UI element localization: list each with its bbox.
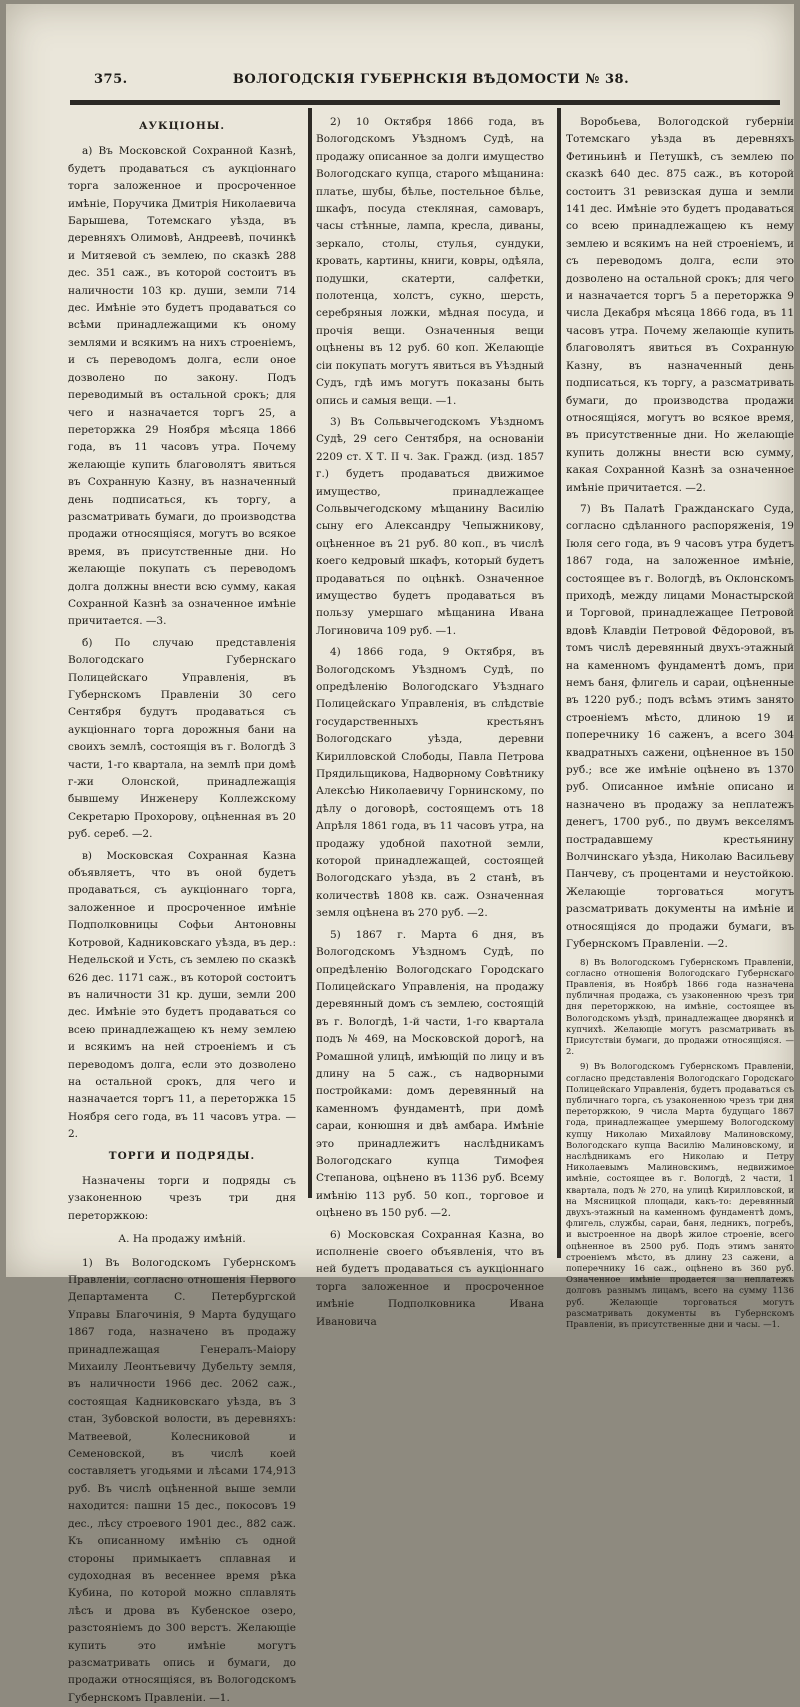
article-paragraph: 7) Въ Палатѣ Гражданскаго Суда, согласно сдѣланного распоряженія, 19 Іюля сего года, въ 9 часовъ утра будетъ 1867 года, на заложенное имѣніе, состоящее въ г. Вологдѣ, въ Оклонскомъ приходѣ, между лицами Монастырской и Торговой, принадлежащее Петровой вдовѣ Клавдіи Петровой Фёдоровой, въ томъ числѣ деревянный двухъ-этажный на каменномъ фундаментѣ домъ, при немъ баня, флигель и сараи, оцѣненные въ 1220 руб.; подъ всѣмъ этимъ занято строеніемъ мѣсто, длиною 19 и поперечнику 16 саженъ, а всего 304 квадратныхъ сажени, оцѣненное въ 150 руб.; все же имѣніе оцѣнено въ 1370 руб. Описанное имѣніе описано и назначено въ продажу за неплатежъ денегъ, 1700 руб., по двумъ векселямъ пострадавшему крестьянину Волчинскаго уѣзда, Николаю Васильеву Панчеву, съ процентами и неустойкою. Желающіе торговаться могутъ разсматривать документы на имѣніе и относящіяся до продажи бумаги, въ Губернскомъ Правленіи. —2. <box>566 502 794 951</box>
newspaper-page <box>6 4 794 1704</box>
article-paragraph: а) Въ Московской Сохранной Казнѣ, будетъ продаваться съ аукціоннаго торга заложенное и просроченное имѣніе, Поручика Дмитрія Николаевича Барышева, Тотемскаго уѣзда, въ деревняхъ Олимовѣ, Андреевѣ, починкѣ и Митяевой съ землею, по сказкѣ 288 дес. 351 саж., въ которой состоитъ въ наличности 103 кр. души, земли 714 дес. Имѣніе это будетъ продаваться со всѣми принадлежащими къ оному землями и всякимъ на нихъ строеніемъ, и съ переводомъ долга, если оное дозволено по закону. Подъ переводимый въ остальной срокъ; для чего и назначается торгъ 25, а переторжка 29 Ноября мѣсяца 1866 года, въ 11 часовъ утра. Почему желающіе купить благоволятъ явиться въ Сохранную Казну, въ назначенный день подписаться, къ торгу, а разсматривать бумаги, до производства продажи относящіяся, могутъ во всякое время, въ присутственные дни. Но желающіе покупать съ переводомъ долга должны внести всю сумму, какая Сохранной Казнѣ за означенное имѣніе причитается. —3. <box>68 145 296 628</box>
article-paragraph-small: 8) Въ Вологодскомъ Губернскомъ Правленіи, согласно отношенія Вологодскаго Губернскаго Правленія, въ Ноябрѣ 1866 года назначена публичная продажа, съ узаконенною чрезъ три дня переторжкою, на имѣніе, состоящее въ Вологодскомъ уѣздѣ, принадлежащее дворянкѣ и купчихѣ. Желающіе могутъ разсматривать въ Присутствіи бумаги, до продажи относящіяся. —2. <box>566 957 794 1058</box>
column-divider-1 <box>308 108 312 1198</box>
page-number: 375. <box>94 72 128 87</box>
header-rule <box>70 100 780 105</box>
article-paragraph: Воробьева, Вологодской губерніи Тотемскаго уѣзда въ деревняхъ Фетиньинѣ и Петушкѣ, съ землею по сказкѣ 640 дес. 875 саж., въ которой состоитъ 31 ревизская душа и земли 141 дес. Имѣніе это будетъ продаваться со всею принадлежащею къ нему землею и всякимъ на ней строеніемъ, и съ переводомъ долга, если это дозволено на остальной срокъ; для чего и назначается торгъ 5 а переторжка 9 числа Декабря мѣсяца 1866 года, въ 11 часовъ утра. Почему желающіе купить благоволятъ явиться въ Сохранную Казну, въ назначенный день подписаться, къ торгу, а разсматривать бумаги, до производства продажи относящіяся, могутъ во всякое время, въ присутственные дни. Но желающіе купить должны внести всю сумму, какая Сохранной Казнѣ за означенное имѣніе причитается. —2. <box>566 116 794 494</box>
article-paragraph-small: 9) Въ Вологодскомъ Губернскомъ Правленіи, согласно представленія Вологодскаго Городскаго Полицейскаго Управленія, будетъ продаваться съ публичнаго торга, съ узаконенною чрезъ три дня переторжкою, 9 числа Марта будущаго 1867 года, принадлежащее умершему Вологодскому купцу Николаю Михайлову Малиновскому, Вологодскаго купца Василію Малиновскому, и наслѣдникамъ его Николаю и Петру Николаевымъ Малиновскимъ, недвижимое имѣніе, состоящее въ г. Вологдѣ, 2 части, 1 квартала, подъ № 270, на улицѣ Кирилловской, и на Мясницкой площади, какъ-то: деревянный двухъ-этажный на каменномъ фундаментѣ домъ, флигель, службы, сараи, баня, ледникъ, погребъ, и выстроенное на дворѣ жилое строеніе, всего оцѣненное въ 2500 руб. Подъ этимъ занято строеніемъ мѣсто, въ длину 23 сажени, а поперечнику 16 саж., оцѣнено въ 360 руб. Означенное имѣніе продается за неплатежъ долговъ разнымъ лицамъ, всего на сумму 1136 руб. Желающіе торговаться могутъ разсматривать документы въ Губернскомъ Правленіи, въ присутственные дни и часы. —1. <box>566 1062 794 1330</box>
article-paragraph: 4) 1866 года, 9 Октября, въ Вологодскомъ Уѣздномъ Судѣ, по опредѣленію Вологодскаго Уѣзднаго Полицейскаго Управленія, въ слѣдствіе государственныхъ крестьянъ Вологодскаго уѣзда, деревни Кирилловской Слободы, Павла Петрова Прядильщикова, Надворному Совѣтнику Алексѣю Николаевичу Горнинскому, по дѣлу о договорѣ, состоящемъ отъ 18 Апрѣля 1861 года, въ 11 часовъ утра, на продажу удобной пахотной земли, которой принадлежащей, состоящей Вологодскаго уѣзда, въ 2 станѣ, въ количествѣ 1808 кв. саж. Означенная земля оцѣнена въ 270 руб. —2. <box>316 646 544 920</box>
column-1 <box>68 114 296 1704</box>
column-3 <box>566 114 794 1330</box>
article-paragraph: в) Московская Сохранная Казна объявляетъ, что въ оной будетъ продаваться, съ аукціоннаго торга, заложенное и просроченное имѣніе Подполковницы Софьи Антоновны Котровой, Кадниковскаго уѣзда, въ дер.: Недельской и Усть, съ землею по сказкѣ 626 дес. 1171 саж., въ которой состоитъ въ наличности 31 кр. души, земли 200 дес. Имѣніе это будетъ продаваться со всею принадлежащею къ нему землею и всякимъ на ней строеніемъ и съ переводомъ долга, если это дозволено на остальной срокъ, для чего и назначается торгъ 11, а переторжка 15 Ноября сего года, въ 11 часовъ утра. —2. <box>68 849 296 1141</box>
page-header <box>86 70 776 92</box>
article-paragraph: Назначены торги и подряды съ узаконенною чрезъ три дня переторжкою: <box>68 1174 296 1222</box>
article-paragraph: 2) 10 Октября 1866 года, въ Вологодскомъ Уѣздномъ Судѣ, на продажу описанное за долги имущество Вологодскаго купца, старого мѣщанина: платье, шубы, бѣлье, постельное бѣлье, шкафъ, посуда стекляная, самоваръ, часы стѣнные, лампа, кресла, диваны, зеркало, столы, стулья, сундуки, кровать, картины, книги, ковры, одѣяла, подушки, скатерти, салфетки, полотенца, холстъ, сукно, шерсть, серебряныя ложки, мѣдная посуда, и прочія вещи. Означенныя вещи оцѣнены въ 12 руб. 60 коп. Желающіе сіи покупать могутъ явиться въ Уѣздный Судъ, гдѣ имъ могутъ показаны быть опись и самыя вещи. —1. <box>316 116 544 407</box>
section-heading-auctions: АУКЦІОНЫ. <box>138 120 226 132</box>
column-divider-2 <box>557 108 561 1258</box>
subsection-heading: А. На продажу имѣній. <box>118 1233 246 1246</box>
article-paragraph: 5) 1867 г. Марта 6 дня, въ Вологодскомъ Уѣздномъ Судѣ, по опредѣленію Вологодскаго Городскаго Полицейскаго Управленія, на продажу деревянный домъ съ землею, состоящій въ г. Вологдѣ, 1-й части, 1-го квартала подъ № 469, на Московской дорогѣ, на Ромашной улицѣ, имѣющій по лицу и въ длину на 5 саж., съ надворными постройками: домъ деревянный на каменномъ фундаментѣ, при домѣ сараи, конюшня и двѣ амбара. Имѣніе это принадлежитъ наслѣдникамъ Вологодскаго купца Тимофея Степанова, оцѣнено въ 1136 руб. Всему имѣнію 113 руб. 50 коп., торговое и оцѣнено въ 150 руб. —2. <box>316 928 544 1220</box>
column-2 <box>316 114 544 1328</box>
article-paragraph: б) По случаю представленія Вологодскаго Губернскаго Полицейскаго Управленія, въ Губернскомъ Правленіи 30 сего Сентября будутъ продаваться съ аукціоннаго торга дорожныя бани на своихъ землѣ, состоящія въ г. Вологдѣ 3 части, 1-го квартала, на землѣ при домѣ г-жи Олонской, принадлежащія бывшему Инженеру Коллежскому Секретарю Прохорову, оцѣненная въ 20 руб. сереб. —2. <box>68 636 296 841</box>
section-heading-trades: ТОРГИ И ПОДРЯДЫ. <box>108 1149 256 1162</box>
journal-title: ВОЛОГОДСКІЯ ГУБЕРНСКІЯ ВѢДОМОСТИ № 38. <box>232 72 630 87</box>
article-paragraph: 1) Въ Вологодскомъ Губернскомъ Правленіи, согласно отношенія Первого Департамента С. Петербургской Управы Благочинія, 9 Марта будущаго 1867 года, назначено въ продажу принадлежащая Генералъ-Маіору Михаилу Леонтьевичу Дубельту земля, въ наличности 1966 дес. 2062 саж., состоящая Кадниковскаго уѣзда, въ 3 стан, Зубовской волости, въ деревняхъ: Матвеевой, Колесниковой и Семеновской, въ числѣ коей составляетъ угодьями и лѣсами 174,913 руб. Въ числѣ оцѣненной выше земли находится: пашни 15 дес., покосовъ 19 дес., лѣсу строевого 1901 дес., 882 саж. Къ описанному имѣнію съ одной стороны примыкаетъ сплавная и судоходная въ весеннее время рѣка Кубина, по которой можно сплавлять лѣсъ и дрова въ Кубенское озеро, разстояніемъ до 300 верстъ. Желающіе купить это имѣніе могутъ разсматривать опись и бумаги, до продажи относящіяся, въ Вологодскомъ Губернскомъ Правленіи. —1. <box>68 1256 296 1704</box>
article-paragraph: 3) Въ Сольвычегодскомъ Уѣздномъ Судѣ, 29 сего Сентября, на основаніи 2209 ст. Х Т. II ч. Зак. Гражд. (изд. 1857 г.) будетъ продаваться движимое имущество, принадлежащее Сольвычегодскому мѣщанину Василію сыну его Александру Чепыжникову, оцѣненное въ 21 руб. 80 коп., въ числѣ коего кедровый шкафъ, который будетъ продаваться по оцѣнкѣ. Означенное имущество будетъ продаваться въ пользу умершаго мѣщанина Ивана Логиновича 109 руб. —1. <box>316 415 544 637</box>
article-paragraph: 6) Московская Сохранная Казна, во исполненіе своего объявленія, что въ ней будетъ продаваться съ аукціоннаго торга заложенное и просроченное имѣніе Подполковника Ивана Ивановича <box>316 1228 544 1328</box>
